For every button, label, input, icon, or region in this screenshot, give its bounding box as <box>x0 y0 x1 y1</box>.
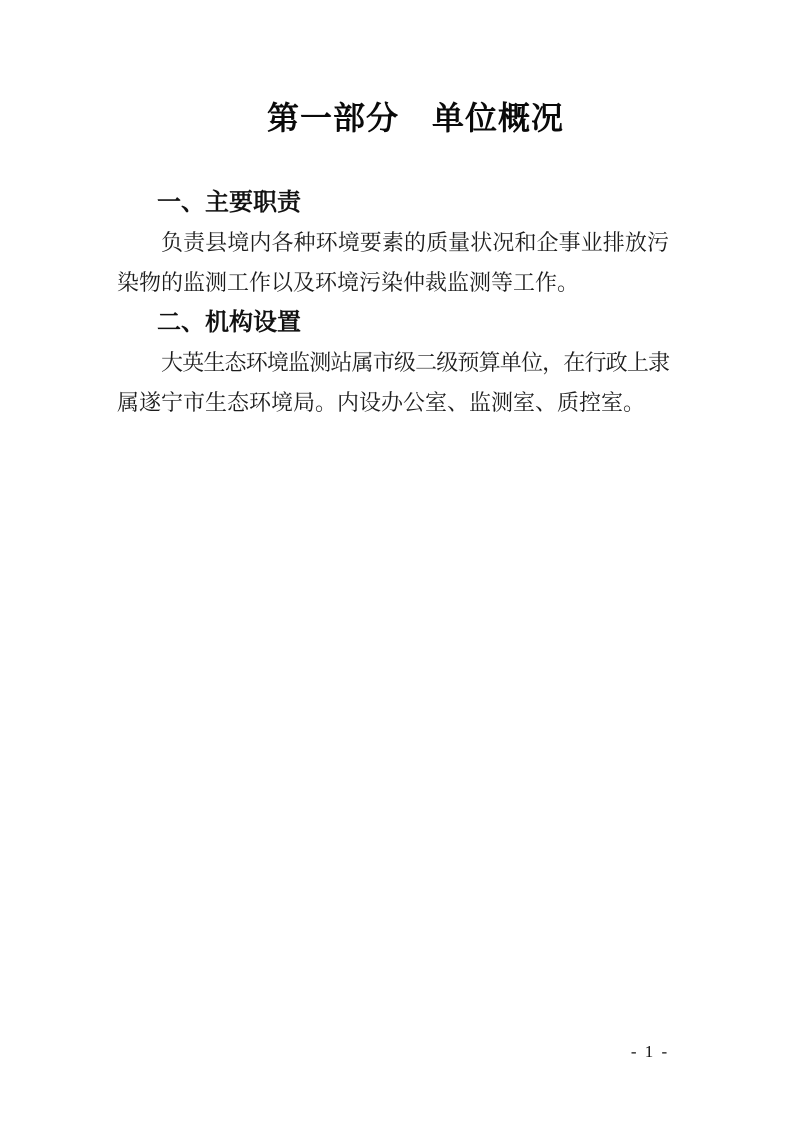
document-body <box>117 183 669 423</box>
section-1-paragraph-line-2: 染物的监测工作以及环境污染仲裁监测等工作。 <box>117 270 580 295</box>
section-1-paragraph-line-1: 负责县境内各种环境要素的质量状况和企事业排放污 <box>161 230 669 255</box>
section-1-heading: 一、主要职责 <box>157 189 301 216</box>
page-number: - 1 - <box>630 1042 670 1061</box>
section-2-paragraph-line-2: 属遂宁市生态环境局。内设办公室、监测室、质控室。 <box>117 390 646 415</box>
section-2-paragraph-line-1: 大英生态环境监测站属市级二级预算单位，在行政上隶 <box>161 350 669 375</box>
document-title: 第一部分 单位概况 <box>266 100 564 136</box>
section-2-heading: 二、机构设置 <box>157 309 301 336</box>
